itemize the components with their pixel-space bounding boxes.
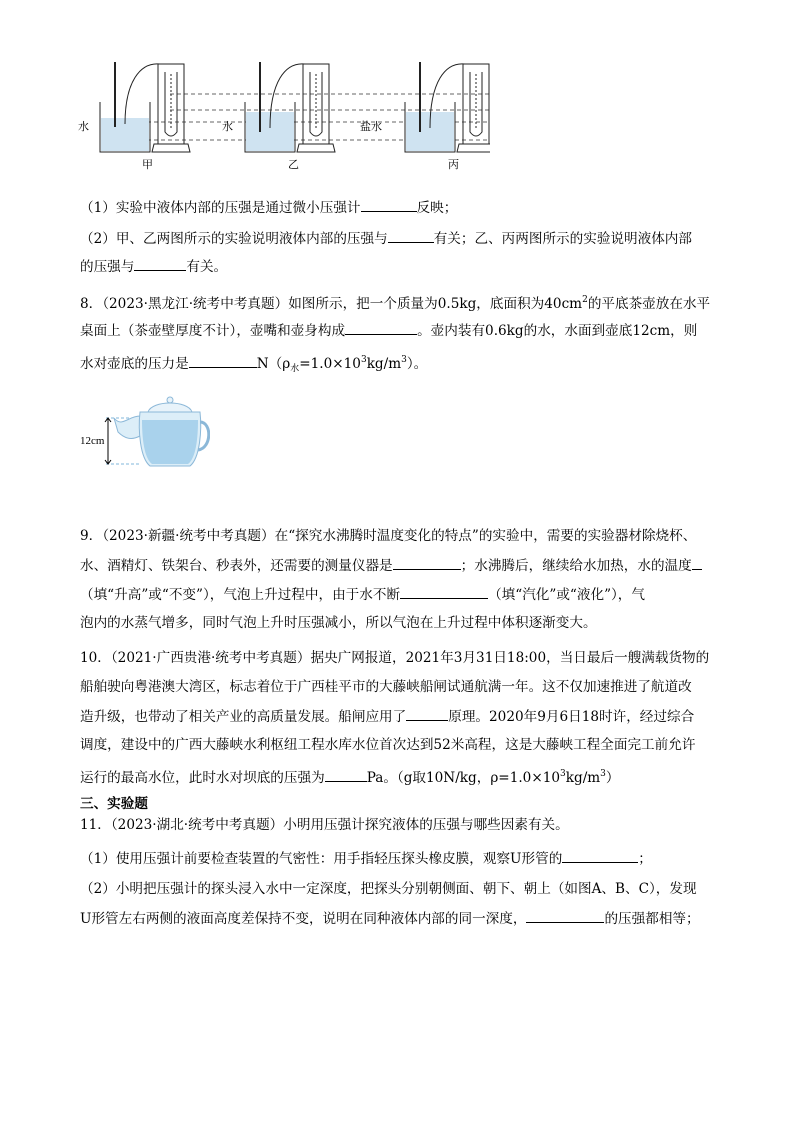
q11-line4: U形管左右两侧的液面高度差保持不变，说明在同种液体内部的同一深度， 的压强都相等；: [80, 908, 700, 929]
setup-jia: [100, 62, 190, 152]
label-saltwater: 盐水: [360, 121, 382, 133]
q10-line3: 造升级，也带动了相关产业的高质量发展。船闸应用了 原理。2020年9月6日18时许，经过综合: [80, 706, 694, 727]
label-water-1: 水: [78, 121, 89, 133]
q9-line4: 泡内的水蒸气增多，同时气泡上升时压强减小，所以气泡在上升过程中体积逐渐变大。: [80, 615, 597, 631]
answer-blank[interactable]: [134, 256, 186, 271]
section-title: 三、实验题: [80, 796, 148, 812]
label-yi: 乙: [288, 159, 299, 171]
q9-line3: （填“升高”或“不变”），气泡上升过程中，由于水不断 （填“汽化”或“液化”），气: [80, 584, 645, 605]
q10-line5: 运行的最高水位，此时水对坝底的压强为 Pa。（g取10N/kg，$\rho=1.0\times 10^3kg/m^3$）: [80, 769, 620, 786]
answer-blank[interactable]: [325, 767, 367, 782]
q7-part1: （1）实验中液体内部的压强是通过微小压强计 反映；: [80, 197, 457, 218]
answer-blank[interactable]: [361, 197, 417, 212]
answer-blank[interactable]: [400, 584, 488, 599]
q11-line2: （1）使用压强计前要检查装置的气密性：用手指轻压探头橡皮膜，观察U形管的 ；: [80, 848, 652, 869]
label-bing: 丙: [448, 159, 459, 171]
pressure-gauge-figure: [70, 52, 490, 172]
q10-line2: 船舶驶向粤港澳大湾区，标志着位于广西桂平市的大藤峡船闸试通航满一年。这不仅加速推进了航道改: [80, 679, 692, 695]
q11-line3: （2）小明把压强计的探头浸入水中一定深度，把探头分别朝侧面、朝下、朝上（如图A、B、C），发现: [80, 881, 697, 897]
q9-line2: 水、酒精灯、铁架台、秒表外，还需要的测量仪器是 ；水沸腾后，继续给水加热，水的温度: [80, 555, 702, 576]
label-jia: 甲: [142, 159, 153, 171]
q11-line1: 11．（2023·湖北·统考中考真题）小明用压强计探究液体的压强与哪些因素有关。: [80, 817, 569, 833]
setup-yi: [245, 62, 335, 152]
setup-bing: [405, 62, 490, 152]
answer-blank[interactable]: [526, 908, 604, 923]
teapot-figure: [80, 392, 210, 472]
answer-blank[interactable]: [562, 848, 638, 863]
teapot-height-label: 12cm: [80, 435, 105, 447]
q8-line1: 8．（2023·黑龙江·统考中考真题）如图所示，把一个质量为0.5kg，底面积为$40cm^2$的平底茶壶放在水平: [80, 295, 711, 312]
answer-blank[interactable]: [189, 353, 257, 368]
answer-blank[interactable]: [692, 555, 702, 570]
q8-line3: 水对壶底的压力是 $N(\rho_水=1.0\times 10^3kg/m^3)$。: [80, 355, 428, 374]
answer-blank[interactable]: [393, 555, 461, 570]
q10-line4: 调度，建设中的广西大藤峡水利枢纽工程水库水位首次达到52米高程，这是大藤峡工程全面完工前允许: [80, 737, 696, 753]
answer-blank[interactable]: [345, 320, 417, 335]
answer-blank[interactable]: [388, 228, 434, 243]
q8-line2: 桌面上（茶壶壁厚度不计），壶嘴和壶身构成 。壶内装有0.6kg的水，水面到壶底12cm，则: [80, 320, 697, 341]
answer-blank[interactable]: [406, 706, 448, 721]
q7-part2: （2）甲、乙两图所示的实验说明液体内部的压强与 有关；乙、丙两图所示的实验说明液体内部: [80, 228, 692, 249]
q7-part2-cont: 的压强与 有关。: [80, 256, 227, 277]
q9-line1: 9．（2023·新疆·统考中考真题）在“探究水沸腾时温度变化的特点”的实验中，需要的实验器材除烧杯、: [80, 528, 697, 544]
q10-line1: 10．（2021·广西贵港·统考中考真题）据央广网报道，2021年3月31日18:00，当日最后一艘满载货物的: [80, 650, 710, 666]
label-water-2: 水: [222, 121, 233, 133]
